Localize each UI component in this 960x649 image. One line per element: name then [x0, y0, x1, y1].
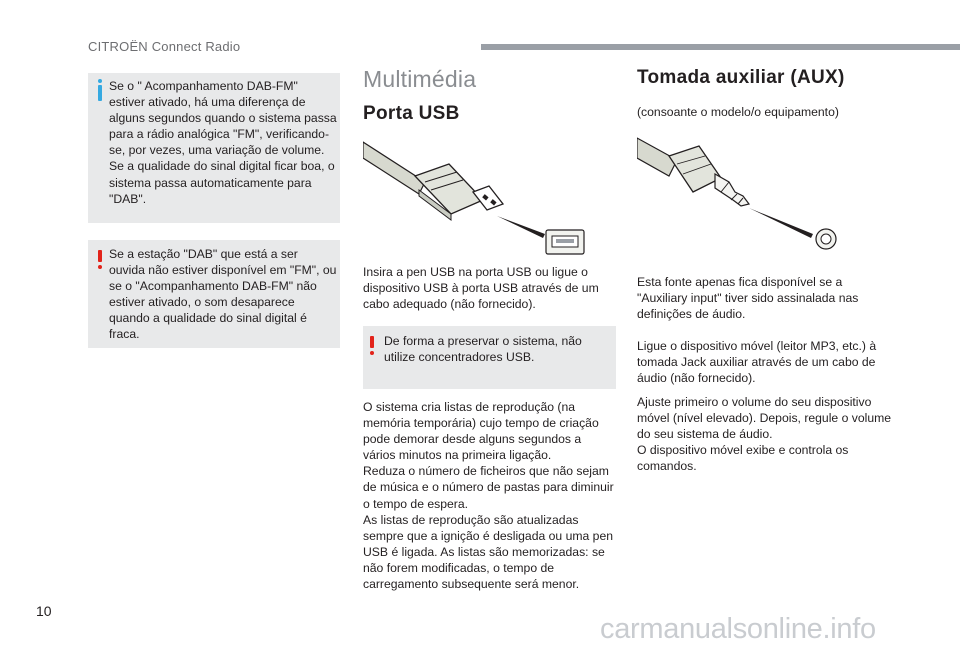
warning-note-box	[88, 240, 340, 348]
usb-intro-text: Insira a pen USB na porta USB ou ligue o dispositivo USB à porta USB através de um cabo adequado (não fornecido).	[363, 265, 599, 312]
usb-subsection-title: Porta USB	[363, 103, 460, 124]
info-note-box	[88, 73, 340, 223]
warning-icon	[98, 250, 102, 262]
jack-plug-illustration	[637, 134, 847, 252]
warning-icon-dot	[370, 351, 374, 355]
info-icon	[98, 85, 102, 101]
aux-para-3: Ajuste primeiro o volume do seu dispositivo móvel (nível elevado). Depois, regule o volume do seu sistema de áudio. O dispositivo móvel exibe e controla os comandos.	[637, 395, 892, 474]
warning-note-text: Se a estação "DAB" que está a ser ouvida não estiver disponível em "FM", ou se o "Acompanhamento DAB-FM" não estiver ativado, o som desaparece quando a qualidade do sinal digital é fraca.	[109, 247, 337, 342]
usb-body-text: O sistema cria listas de reprodução (na memória temporária) cujo tempo de criação pode demorar desde alguns segundos a vários minutos na primeira ligação. Reduza o número de ficheiros que não sejam de música e o número de pastas para diminuir o tempo de espera. As listas de reprodução são atualizadas sempre que a ignição é desligada ou uma pen USB é ligada. As listas são memorizadas: se não forem modificadas, o tempo de carregamento subsequente será menor.	[363, 400, 614, 592]
watermark-text: carmanualsonline.info	[600, 613, 876, 645]
aux-para-1: Esta fonte apenas fica disponível se a "Auxiliary input" tiver sido assinalada nas definições de áudio.	[637, 275, 859, 322]
warning-icon-dot	[98, 265, 102, 269]
usb-plug-illustration	[363, 138, 589, 256]
document-header-title: CITROËN Connect Radio	[88, 39, 241, 54]
aux-subtitle-note: (consoante o modelo/o equipamento)	[637, 105, 839, 119]
warning-icon	[370, 336, 374, 348]
aux-subsection-title: Tomada auxiliar (AUX)	[637, 67, 845, 88]
aux-para-2: Ligue o dispositivo móvel (leitor MP3, etc.) à tomada Jack auxiliar através de um cabo de áudio (não fornecido).	[637, 339, 877, 386]
info-note-text: Se o " Acompanhamento DAB-FM" estiver ativado, há uma diferença de alguns segundos quando o sistema passa para a rádio analógica "FM", verificando-se, por vezes, uma variação de volume. Se a qualidade do sinal digital ficar boa, o sistema passa automaticamente para "DAB".	[109, 79, 337, 206]
usb-warning-note-box	[363, 326, 616, 389]
section-title: Multimédia	[363, 66, 477, 92]
page-number: 10	[36, 603, 52, 619]
header-bar	[481, 44, 960, 50]
usb-warning-text: De forma a preservar o sistema, não utilize concentradores USB.	[384, 334, 582, 365]
